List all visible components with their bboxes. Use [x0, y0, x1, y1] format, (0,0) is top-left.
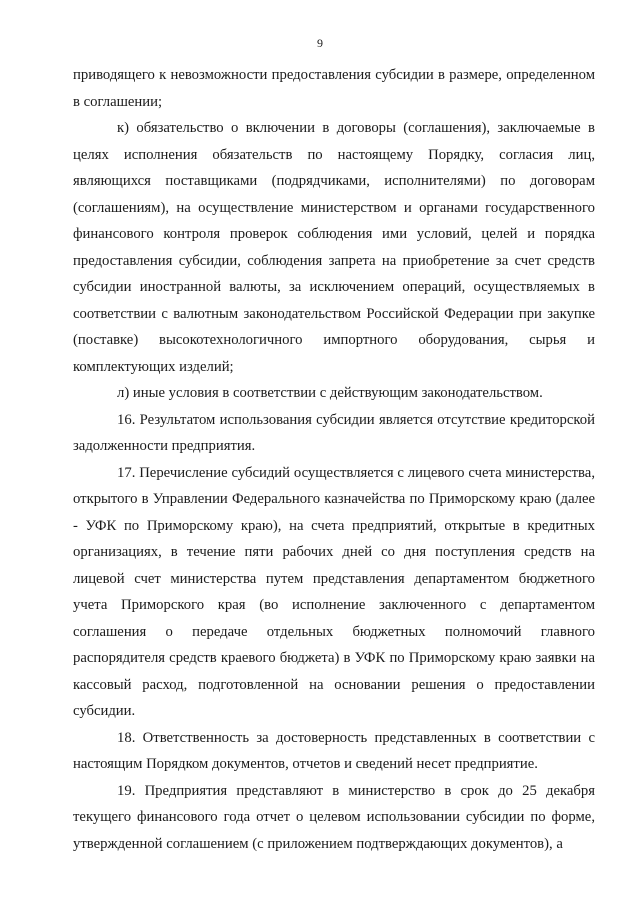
paragraph-item-l: л) иные условия в соответствии с действующим законодательством. — [117, 385, 543, 401]
paragraph-19: 19. Предприятия представляют в министерство в срок до 25 декабря текущего финансового года отчет о целевом использовании субсидии по форме, утвержденной соглашением (с приложением подтверждающих документов), а — [73, 782, 595, 852]
paragraph-16: 16. Результатом использования субсидии является отсутствие кредиторской задолженности предприятия. — [73, 411, 595, 454]
paragraph-continuation: приводящего к невозможности предоставления субсидии в размере, определенном в соглашении; — [73, 67, 595, 110]
paragraph-item-k: к) обязательство о включении в договоры (соглашения), заключаемые в целях исполнения обязательств по настоящему Порядку, согласия лиц, являющихся поставщиками (подрядчиками, исполнителями) по договорам (соглашениям), на осуществление министерством и органами государственного финансового контроля проверок соблюдения ими условий, целей и порядка предоставления субсидии, соблюдения запрета на приобретение за счет средств субсидии иностранной валюты, за исключением операций, осуществляемых в соответствии с валютным законодательством Российской Федерации при закупке (поставке) высокотехнологичного импортного оборудования, сырья и комплектующих изделий; — [73, 120, 595, 375]
document-body — [73, 62, 595, 857]
paragraph-18: 18. Ответственность за достоверность представленных в соответствии с настоящим Порядком документов, отчетов и сведений несет предприятие. — [73, 729, 595, 772]
page-number: 9 — [317, 36, 323, 50]
paragraph-17: 17. Перечисление субсидий осуществляется с лицевого счета министерства, открытого в Управлении Федерального казначейства по Приморскому краю (далее - УФК по Приморскому краю), на счета предприятий, открытые в кредитных организациях, в течение пяти рабочих дней со дня поступления средств на лицевой счет министерства путем представления департаментом бюджетного учета Приморского края (во исполнение заключенного с департаментом соглашения о передаче отдельных бюджетных полномочий главного распорядителя средств краевого бюджета) в УФК по Приморскому краю заявки на кассовый расход, подготовленной на основании решения о предоставлении субсидии. — [73, 464, 595, 719]
